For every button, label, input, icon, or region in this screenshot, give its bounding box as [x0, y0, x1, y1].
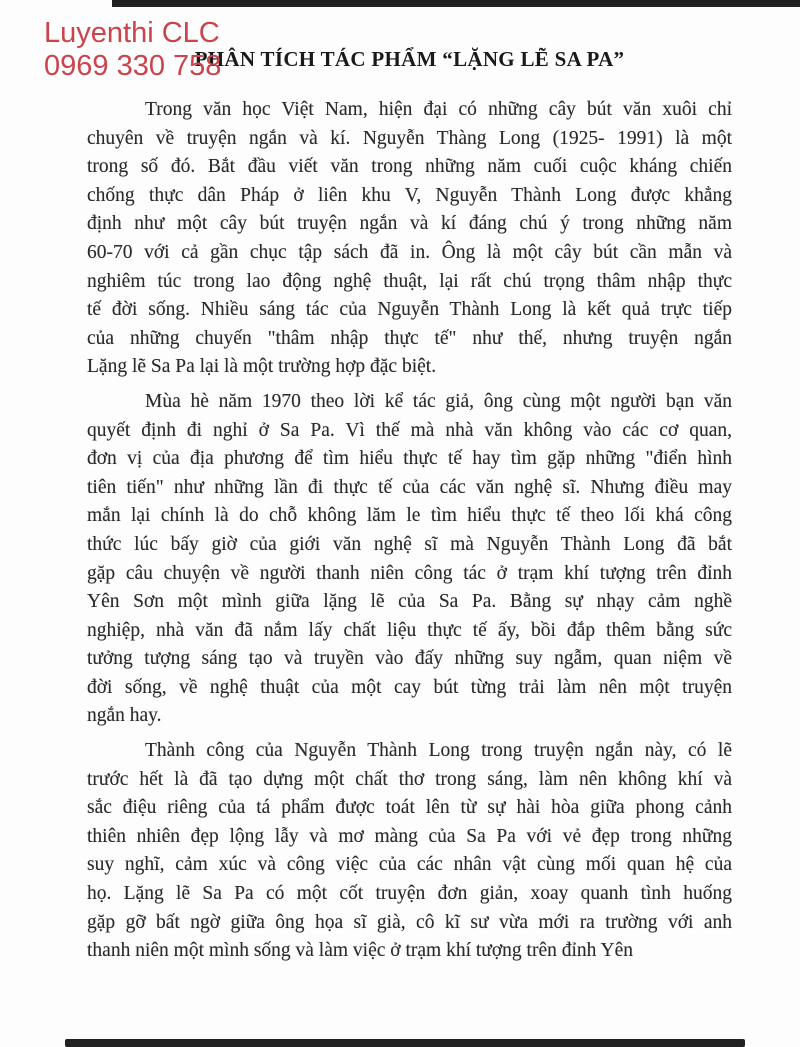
text-line: Thành công của Nguyễn Thành Long trong truyện ngắn này, có lẽ: [145, 740, 732, 762]
text-line: quyết định đi nghỉ ở Sa Pa. Vì thế mà nhà văn không vào các cơ quan,: [87, 419, 732, 441]
text-line: của những chuyến "thâm nhập thực tế" như thế, nhưng truyện ngắn: [87, 327, 732, 349]
text-line: đơn vị của địa phương để tìm hiểu thực tế hay tìm gặp những "điển hình: [87, 448, 732, 470]
scan-edge-bottom: [65, 1039, 745, 1047]
text-line: chống thực dân Pháp ở liên khu V, Nguyễn Thành Long được khẳng: [87, 184, 732, 206]
text-line: tiên tiến" như những lần đi thực tế của các văn nghệ sĩ. Nhưng điều may: [87, 476, 732, 498]
text-line: sắc điệu riêng của tá phẩm được toát lên từ sự hài hòa giữa phong cảnh: [87, 797, 732, 819]
text-line: đời sống, về nghệ thuật của một cay bút từng trải làm nên một truyện: [87, 676, 732, 698]
paragraph: [87, 96, 732, 382]
document-title: PHÂN TÍCH TÁC PHẨM “LẶNG LẼ SA PA”: [194, 47, 625, 71]
text-line: Trong văn học Việt Nam, hiện đại có những cây bút văn xuôi chỉ: [145, 99, 732, 120]
watermark-brand: Luyenthi CLC: [44, 17, 220, 49]
watermark: [44, 17, 221, 83]
text-line: gặp gỡ bất ngờ giữa ông họa sĩ già, cô kĩ sư vừa mới ra trường với anh: [87, 911, 732, 933]
text-line: trước hết là đã tạo dựng một chất thơ trong sáng, làm nên không khí và: [87, 768, 732, 790]
text-line: họ. Lặng lẽ Sa Pa có một cốt truyện đơn giản, xoay quanh tình huống: [87, 883, 732, 905]
text-line: định như một cây bút truyện ngắn và kí đáng chú ý trong những năm: [87, 213, 732, 235]
scan-edge-top: [112, 0, 800, 7]
text-line: mắn lại chính là do chỗ không lăm le tìm hiểu thực tế theo lối khá công: [87, 505, 732, 527]
text-line: suy nghĩ, cảm xúc và công việc của các nhân vật cùng mối quan hệ của: [87, 854, 732, 876]
paragraph: [87, 737, 732, 966]
text-line: nghiệp, nhà văn đã nắm lấy chất liệu thực tế ấy, bồi đắp thêm bằng sức: [87, 619, 732, 641]
text-line: 60-70 với cả gần chục tập sách đã in. Ông là một cây bút cần mẫn và: [87, 241, 732, 263]
document-content: [87, 46, 732, 972]
watermark-phone: 0969 330 758: [44, 50, 222, 82]
text-line: ngắn hay.: [87, 705, 162, 727]
text-line: trong số đó. Bắt đầu viết văn trong những năm cuối cuộc kháng chiến: [87, 156, 732, 178]
text-line: nghiêm túc trong lao động nghệ thuật, lại rất chú trọng thâm nhập thực: [87, 270, 732, 292]
document-body: [87, 96, 732, 966]
text-line: thức lúc bấy giờ của giới văn nghệ sĩ mà Nguyễn Thành Long đã bắt: [87, 533, 732, 555]
text-line: thanh niên một mình sống và làm việc ở trạm khí tượng trên đỉnh Yên: [87, 940, 634, 962]
text-line: Lặng lẽ Sa Pa lại là một trường hợp đặc biệt.: [87, 356, 437, 378]
text-line: gặp câu chuyện về người thanh niên công tác ở trạm khí tượng trên đỉnh: [87, 562, 732, 584]
text-line: thiên nhiên đẹp lộng lẫy và mơ màng của Sa Pa với vẻ đẹp trong những: [87, 825, 732, 847]
text-line: tưởng tượng sáng tạo và truyền vào đấy những suy ngẫm, quan niệm về: [87, 648, 732, 670]
text-line: chuyên về truyện ngắn và kí. Nguyễn Thàng Long (1925- 1991) là một: [87, 127, 732, 149]
text-line: tế đời sống. Nhiều sáng tác của Nguyễn Thành Long là kết quả trực tiếp: [87, 299, 732, 321]
text-line: Mùa hè năm 1970 theo lời kể tác giả, ông cùng một người bạn văn: [145, 390, 732, 412]
text-line: Yên Sơn một mình giữa lặng lẽ của Sa Pa. Bằng sự nhạy cảm nghề: [87, 591, 732, 613]
paragraph: [87, 388, 732, 731]
